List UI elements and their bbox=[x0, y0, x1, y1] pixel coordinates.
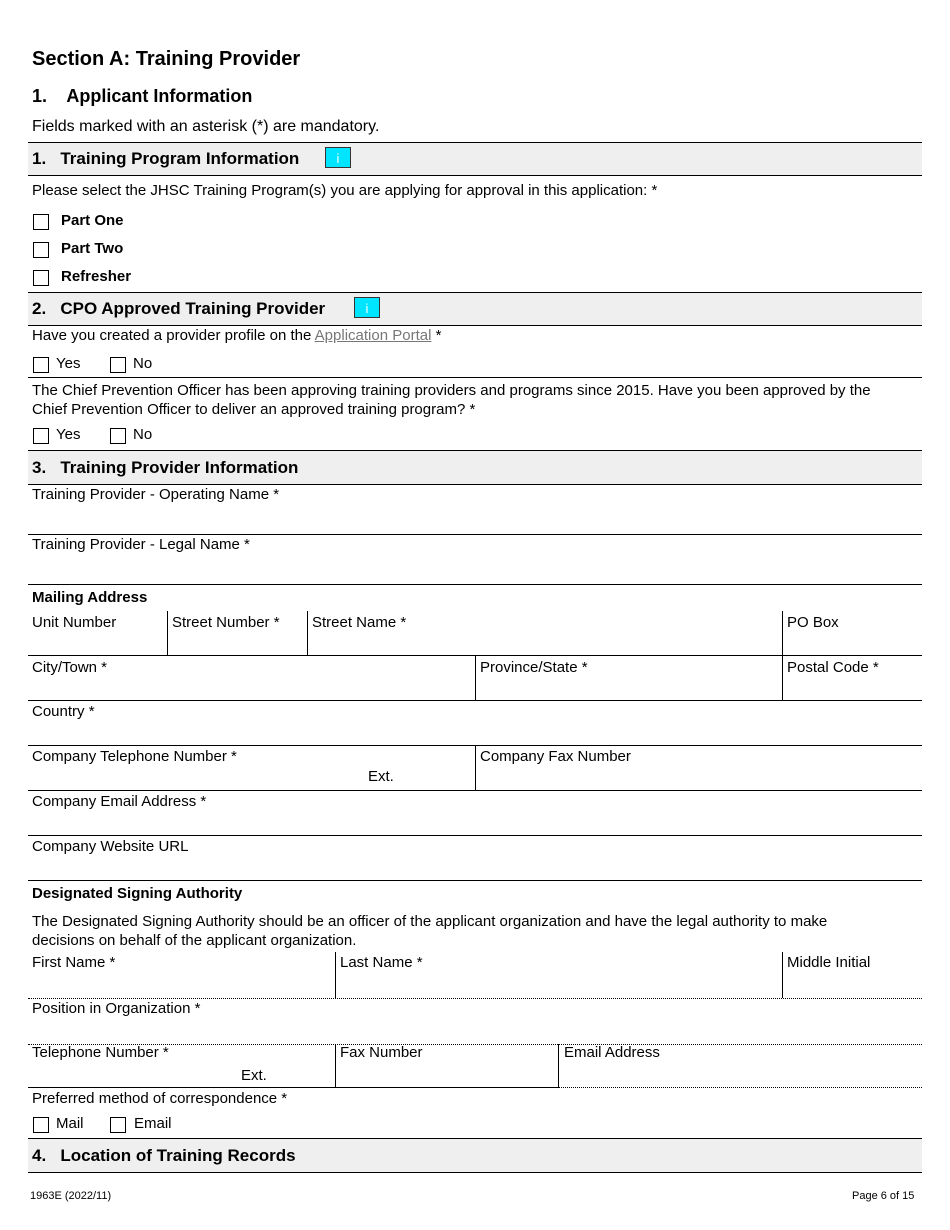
divider bbox=[28, 880, 922, 881]
divider bbox=[28, 835, 922, 836]
divider bbox=[28, 790, 922, 791]
refresher-checkbox[interactable] bbox=[33, 270, 49, 286]
street-number-field[interactable] bbox=[168, 633, 306, 655]
telephone-ext-label: Ext. bbox=[241, 1067, 267, 1084]
dsa-note-line-1: The Designated Signing Authority should be an officer of the applicant organization and have the legal authority to make bbox=[32, 913, 828, 930]
portal-yes-checkbox[interactable] bbox=[33, 357, 49, 373]
company-phone-field[interactable] bbox=[28, 767, 358, 789]
country-label: Country * bbox=[32, 703, 95, 720]
operating-name-label: Training Provider - Operating Name * bbox=[32, 486, 280, 503]
dsa-heading: Designated Signing Authority bbox=[32, 885, 243, 902]
cpo-no-checkbox[interactable] bbox=[110, 428, 126, 444]
portal-yes-label: Yes bbox=[56, 355, 81, 372]
dsa-note-line-2: decisions on behalf of the applicant organization. bbox=[32, 932, 357, 949]
subsection-title: 1. Applicant Information bbox=[32, 86, 253, 106]
legal-name-field[interactable] bbox=[28, 555, 922, 583]
fax-number-field[interactable] bbox=[336, 1063, 557, 1087]
program-question: Please select the JHSC Training Program(s) you are applying for approval in this application: * bbox=[32, 182, 658, 199]
position-field[interactable] bbox=[28, 1019, 922, 1043]
section-4-title: 4. Location of Training Records bbox=[32, 1146, 296, 1165]
street-name-field[interactable] bbox=[308, 633, 781, 655]
mailing-address-heading: Mailing Address bbox=[32, 589, 148, 606]
section-4-header bbox=[28, 1138, 922, 1173]
divider bbox=[28, 998, 922, 999]
portal-no-label: No bbox=[133, 355, 153, 372]
cpo-no-label: No bbox=[133, 426, 153, 443]
company-fax-field[interactable] bbox=[476, 767, 922, 789]
country-field[interactable] bbox=[28, 722, 922, 745]
fax-number-label: Fax Number bbox=[340, 1044, 423, 1061]
middle-initial-field[interactable] bbox=[783, 973, 922, 997]
city-label: City/Town * bbox=[32, 659, 108, 676]
unit-number-field[interactable] bbox=[28, 633, 166, 655]
divider bbox=[28, 534, 922, 535]
company-website-label: Company Website URL bbox=[32, 838, 189, 855]
province-field[interactable] bbox=[476, 678, 781, 700]
portal-question-text: Have you created a provider profile on the bbox=[32, 327, 315, 344]
page-number: Page 6 of 15 bbox=[852, 1190, 915, 1202]
email-address-field[interactable] bbox=[559, 1063, 922, 1087]
mail-label: Mail bbox=[56, 1115, 84, 1132]
divider bbox=[28, 700, 922, 701]
telephone-ext-field[interactable] bbox=[272, 1063, 334, 1087]
email-checkbox[interactable] bbox=[110, 1117, 126, 1133]
street-name-label: Street Name * bbox=[312, 614, 407, 631]
first-name-label: First Name * bbox=[32, 954, 116, 971]
refresher-label: Refresher bbox=[61, 268, 132, 285]
middle-initial-label: Middle Initial bbox=[787, 954, 871, 971]
divider bbox=[28, 584, 922, 585]
mandatory-note: Fields marked with an asterisk (*) are mandatory. bbox=[32, 118, 380, 135]
company-email-label: Company Email Address * bbox=[32, 793, 207, 810]
company-email-field[interactable] bbox=[28, 812, 922, 834]
company-fax-label: Company Fax Number bbox=[480, 748, 631, 765]
correspondence-label: Preferred method of correspondence * bbox=[32, 1090, 288, 1107]
part-one-checkbox[interactable] bbox=[33, 214, 49, 230]
divider bbox=[28, 377, 922, 378]
telephone-field[interactable] bbox=[28, 1063, 233, 1087]
po-box-field[interactable] bbox=[783, 633, 922, 655]
postal-code-field[interactable] bbox=[783, 678, 922, 700]
section-3-header bbox=[28, 450, 922, 485]
portal-no-checkbox[interactable] bbox=[110, 357, 126, 373]
company-phone-label: Company Telephone Number * bbox=[32, 748, 237, 765]
telephone-label: Telephone Number * bbox=[32, 1044, 169, 1061]
info-icon[interactable]: i bbox=[325, 147, 351, 168]
info-icon[interactable]: i bbox=[354, 297, 380, 318]
section-1-title: 1. Training Program Information bbox=[32, 149, 300, 168]
part-one-label: Part One bbox=[61, 212, 124, 229]
section-1-header bbox=[28, 142, 922, 176]
divider bbox=[28, 1087, 559, 1088]
first-name-field[interactable] bbox=[28, 973, 334, 997]
part-two-label: Part Two bbox=[61, 240, 124, 257]
mail-checkbox[interactable] bbox=[33, 1117, 49, 1133]
province-label: Province/State * bbox=[480, 659, 588, 676]
email-option-label: Email bbox=[134, 1115, 172, 1132]
application-portal-link[interactable]: Application Portal bbox=[314, 327, 432, 344]
position-label: Position in Organization * bbox=[32, 1000, 201, 1017]
section-2-header bbox=[28, 292, 922, 326]
email-address-label: Email Address bbox=[564, 1044, 660, 1061]
postal-code-label: Postal Code * bbox=[787, 659, 879, 676]
cpo-question-line-2: Chief Prevention Officer to deliver an approved training program? * bbox=[32, 401, 476, 418]
portal-question-asterisk: * bbox=[431, 327, 442, 344]
po-box-label: PO Box bbox=[787, 614, 839, 631]
portal-question bbox=[32, 327, 441, 344]
cpo-yes-checkbox[interactable] bbox=[33, 428, 49, 444]
street-number-label: Street Number * bbox=[172, 614, 280, 631]
legal-name-label: Training Provider - Legal Name * bbox=[32, 536, 250, 553]
unit-number-label: Unit Number bbox=[32, 614, 117, 631]
company-phone-ext-field[interactable] bbox=[400, 767, 474, 789]
section-2-title: 2. CPO Approved Training Provider bbox=[32, 299, 326, 318]
section-3-title: 3. Training Provider Information bbox=[32, 458, 299, 477]
last-name-field[interactable] bbox=[336, 973, 781, 997]
form-id: 1963E (2022/11) bbox=[30, 1190, 112, 1202]
divider bbox=[559, 1087, 922, 1088]
operating-name-field[interactable] bbox=[28, 505, 922, 533]
part-two-checkbox[interactable] bbox=[33, 242, 49, 258]
company-website-field[interactable] bbox=[28, 857, 922, 879]
cpo-yes-label: Yes bbox=[56, 426, 81, 443]
last-name-label: Last Name * bbox=[340, 954, 423, 971]
cpo-question-line-1: The Chief Prevention Officer has been approving training providers and programs since 2015. Have you been approved by the bbox=[32, 382, 871, 399]
city-field[interactable] bbox=[28, 678, 474, 700]
company-phone-ext-label: Ext. bbox=[368, 768, 394, 785]
section-title: Section A: Training Provider bbox=[32, 48, 301, 70]
